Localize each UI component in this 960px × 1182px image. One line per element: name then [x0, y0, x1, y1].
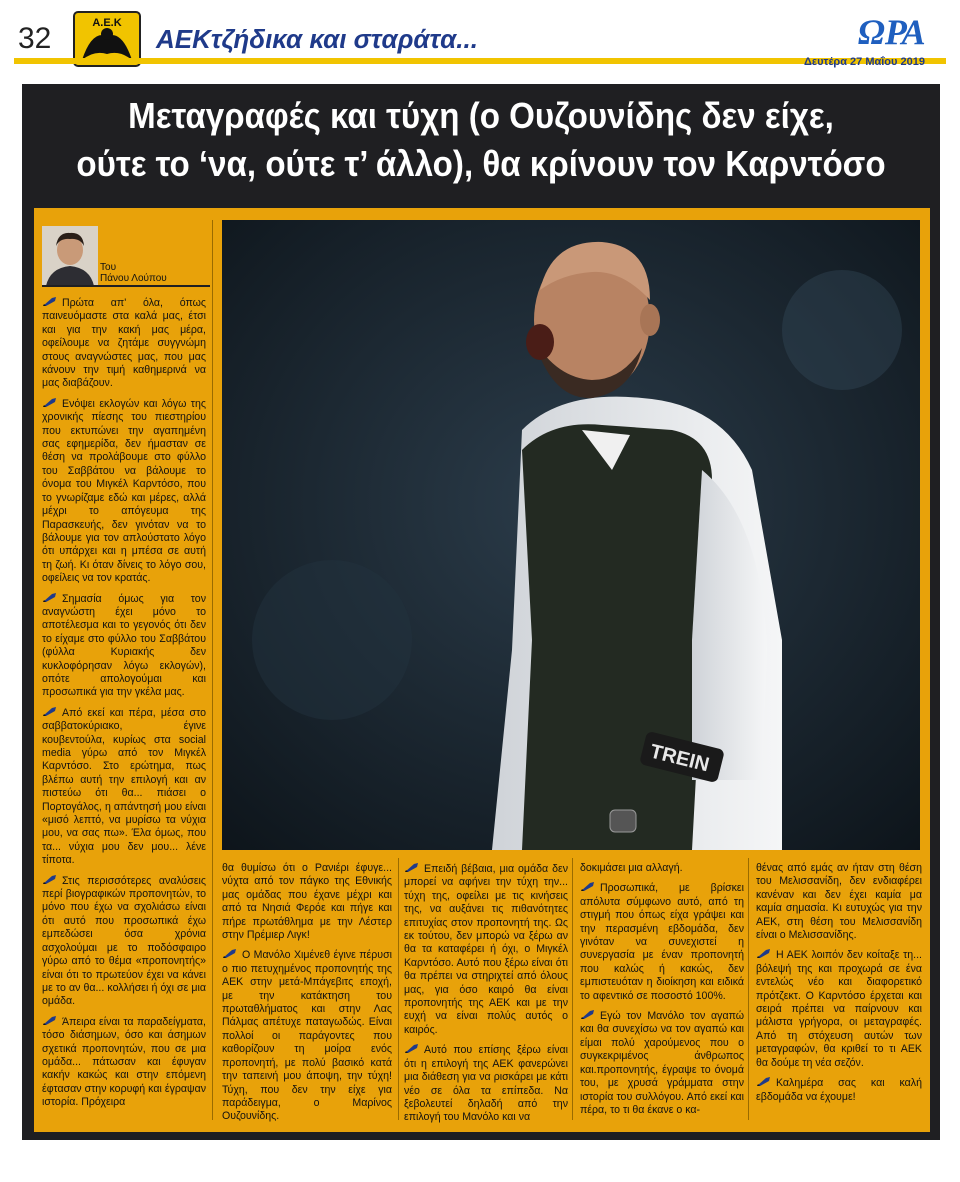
- svg-text:Α.Ε.Κ: Α.Ε.Κ: [92, 17, 122, 29]
- column-divider: [748, 858, 749, 1120]
- pen-icon: [42, 296, 58, 307]
- paragraph: Σημασία όμως για τον αναγνώστη έχει μόνο το αποτέλεσμα και το γεγονός ότι δεν το είχαμε στο φύλλο του Σαββάτου (φύλλα Κυριακής δεν κυκλοφόρησαν λόγω εκλογών), οπότε απολογούμαι και προσωπικά για την γκέλα μας.: [42, 592, 206, 699]
- paragraph: Επειδή βέβαια, μια ομάδα δεν μπορεί να αφήνει την τύχη την... τύχη της, οφείλει με τις κινήσεις της, να αυξάνει τις πιθανότητες επιτυχίας στον προπονητή της. Ως εκ τούτου, δεν μπορώ να ξέρω αν θα τα καταφέρει ή όχι, ο Μιγκέλ Καρντόσο. Αυτό που ξέρω είναι ότι θα πρέπει να στηριχτεί από όλους μας, για όσο καιρό θα είναι προπονητής της ΑΕΚ και με την ευχή να είναι πολύς αυτός ο καιρός.: [404, 863, 568, 1036]
- pen-icon: [404, 1043, 420, 1054]
- pen-icon: [42, 874, 58, 885]
- svg-text:TREIN: TREIN: [647, 740, 712, 777]
- coach-photo: [222, 220, 920, 850]
- paragraph: Πρώτα απ' όλα, όπως παινευόμαστε στα καλά μας, έτσι και για την κακή μας μέρα, οφείλουμε να ζητάμε συγγνώμη στους αναγνώστες μας, που μας κάνουν την τιμή καθημερινά να μας διαβάζουν.: [42, 297, 206, 390]
- pen-icon: [756, 1076, 772, 1087]
- headline-line-1: Μεταγραφές και τύχη (ο Ουζουνίδης δεν είχε,: [128, 95, 834, 136]
- column-divider: [572, 858, 573, 1120]
- paragraph: θένας από εμάς αν ήταν στη θέση του Μελισσανίδη, δεν ενδιαφέρει κανέναν και δεν έχει καμία μα καμία σημασία. Κι ευτυχώς για την ΑΕΚ, στη θέση του Μελισσανίδη είναι ο Μελισσανίδης.: [756, 862, 922, 942]
- pen-icon: [42, 592, 58, 603]
- author-rule: [42, 285, 210, 287]
- column-divider: [212, 220, 213, 1120]
- pen-icon: [222, 948, 238, 959]
- column-5: [756, 862, 922, 1110]
- column-4: [580, 862, 744, 1123]
- paragraph: Ο Μανόλο Χιμένεθ έγινε πέρυσι ο πιο πετυχημένος προπονητής της ΑΕΚ στην μετά-Μπάγεβιτς εποχή, με την κατάκτηση του πρωταθλήματος και στην Λας Πάλμας απέτυχε παταγωδώς. Είναι πολλοί οι παράγοντες που καθορίζουν τη μοίρα ενός προπονητή, με πολύ βασικό κατά την ταπεινή μου άποψη, την τύχη! Τύχη, που δεν την είχε για παράδειγμα, ο Μαρίνος Ουζουνίδης.: [222, 949, 392, 1123]
- pen-icon: [42, 1015, 58, 1026]
- headline-line-2: ούτε το ‘να, ούτε τ’ άλλο), θα κρίνουν τον Καρντόσο: [76, 143, 886, 184]
- headline: [59, 92, 904, 188]
- author-name: Πάνου Λούπου: [100, 273, 167, 284]
- author-byline: [100, 262, 202, 284]
- column-3: [404, 862, 568, 1131]
- paragraph: Άπειρα είναι τα παραδείγματα, τόσο διάσημων, όσο και άσημων σχετικά προπονητών, που σε μια ομάδα... πάτωσαν και έφυγαν κακήν κακώς και στην επόμενη έφτασαν στην κορυφή και έγραψαν ιστορία. Πρόχειρα: [42, 1015, 206, 1109]
- paragraph: θα θυμίσω ότι ο Ρανιέρι έφυγε... νύχτα από τον πάγκο της Εθνικής μας ομάδας που έχανε μέχρι και από τα Νησιά Φερόε και πήγε και πήρε πρωτάθλημα με την Λέστερ στην Πρέμιερ Λιγκ!: [222, 862, 392, 942]
- column-divider: [398, 858, 399, 1120]
- paragraph: Καλημέρα σας και καλή εβδομάδα να έχουμε!: [756, 1077, 922, 1103]
- column-1: [42, 296, 206, 1116]
- page-number: 32: [18, 22, 52, 55]
- pen-icon: [42, 397, 58, 408]
- paragraph: Η ΑΕΚ λοιπόν δεν κοίταξε τη... βόλεψή της και προχωρά σε ένα εντελώς νέο και διαφορετικό πρότζεκτ. Ο Καρντόσο έρχεται και σειρά πρέπει να παίρνουν και μάλιστα γρήγορα, οι μεταγραφές. Από τη στόχευση αυτών των μεταγραφών, θα κριθεί το τι ΑΕΚ θα δούμε τη νέα σεζόν.: [756, 949, 922, 1069]
- column-2: [222, 862, 392, 1130]
- author-photo: [42, 226, 98, 286]
- paragraph: δοκιμάσει μια αλλαγή.: [580, 862, 683, 874]
- paragraph: Από εκεί και πέρα, μέσα στο σαββατοκύριακο, έγινε κουβεντούλα, κυρίως στα social media γύρω από τον Μιγκέλ Καρντόσο. Στο ερώτημα, πως βλέπω αυτή την επιλογή και αν πιστεύω ότι θα... πιάσει ο Πορτογάλος, η απάντησή μου είναι «μισό λεπτό, να μυρίσω τα νύχια μου, να σας πω». Έλα όμως, που τα... νύχια μου δεν μου... λένε τίποτα.: [42, 706, 206, 867]
- section-title: ΑΕΚτζήδικα και σταράτα...: [156, 24, 478, 54]
- pen-icon: [580, 1009, 596, 1020]
- paragraph: Αυτό που επίσης ξέρω είναι ότι η επιλογή της ΑΕΚ φανερώνει μια διάθεση για να ρισκάρει με κάτι νέο σε όλα τα επίπεδα. Να ξεβολευτεί δηλαδή από την επιλογή του Μανόλο και να: [404, 1044, 568, 1124]
- paragraph: Εγώ τον Μανόλο τον αγαπώ και θα συνεχίσω να τον αγαπώ και είμαι πολύ χαρούμενος που ο συγκεκριμένος άνθρωπος και.προπονητής, έγραψε το όνομά του, με χρυσά γράμματα στην ιστορία του συλλόγου. Από εκεί και πέρα, το τι θα έκανε ο κα-: [580, 1010, 744, 1116]
- pen-icon: [42, 706, 58, 717]
- paragraph: Προσωπικά, με βρίσκει απόλυτα σύμφωνο αυτό, από τη στιγμή που όπως είχα γράψει και την περασμένη εβδομάδα, δεν γινόταν να συνεχιστεί η συνεργασία με έναν προπονητή που καλώς ή κακώς, δεν εμπιστευόταν η διοίκηση και ειδικά το αφεντικό σε ποσοστό 100%.: [580, 882, 744, 1002]
- paragraph: Στις περισσότερες αναλύσεις περί βιογραφικών προπονητών, το μόνο που έχω να σχολιάσω είναι ότι αυτό που προσωπικά έχω εμπεδώσει όσα χρόνια ασχολούμαι με το ποδόσφαιρο γύρω από το θέμα «προπονητής» είναι ότι το πρωτεύον έχει να κάνει με το αν θα... κολλήσει ή όχι σε μια ομάδα.: [42, 874, 206, 1008]
- paper-logo: ΩΡΑ: [858, 12, 926, 52]
- issue-date: Δευτέρα 27 Μαΐου 2019: [804, 56, 925, 68]
- author-prefix: Του: [100, 262, 117, 273]
- paragraph: Ενόψει εκλογών και λόγω της χρονικής πίεσης του πιεστηρίου που εκτυπώνει την αγαπημένη σας εφημερίδα, δεν ήμασταν σε θέση να προλάβουμε στο φύλλο του Σαββάτου να βάλουμε το όνομα του Μιγκέλ Καρντόσο, που το γνωρίζαμε εδώ και μέρες, αλλά μέχρι το απόγευμα της Παρασκευής, δεν γινόταν να το βάλουμε για τον απλούστατο λόγο ότι υπάρχει και η μπέσα σε αυτή τη ζωή. Κι όταν δίνεις το λόγο σου, οφείλεις να τον κρατάς.: [42, 397, 206, 585]
- pen-icon: [580, 881, 596, 892]
- pen-icon: [756, 948, 772, 959]
- pen-icon: [404, 862, 420, 873]
